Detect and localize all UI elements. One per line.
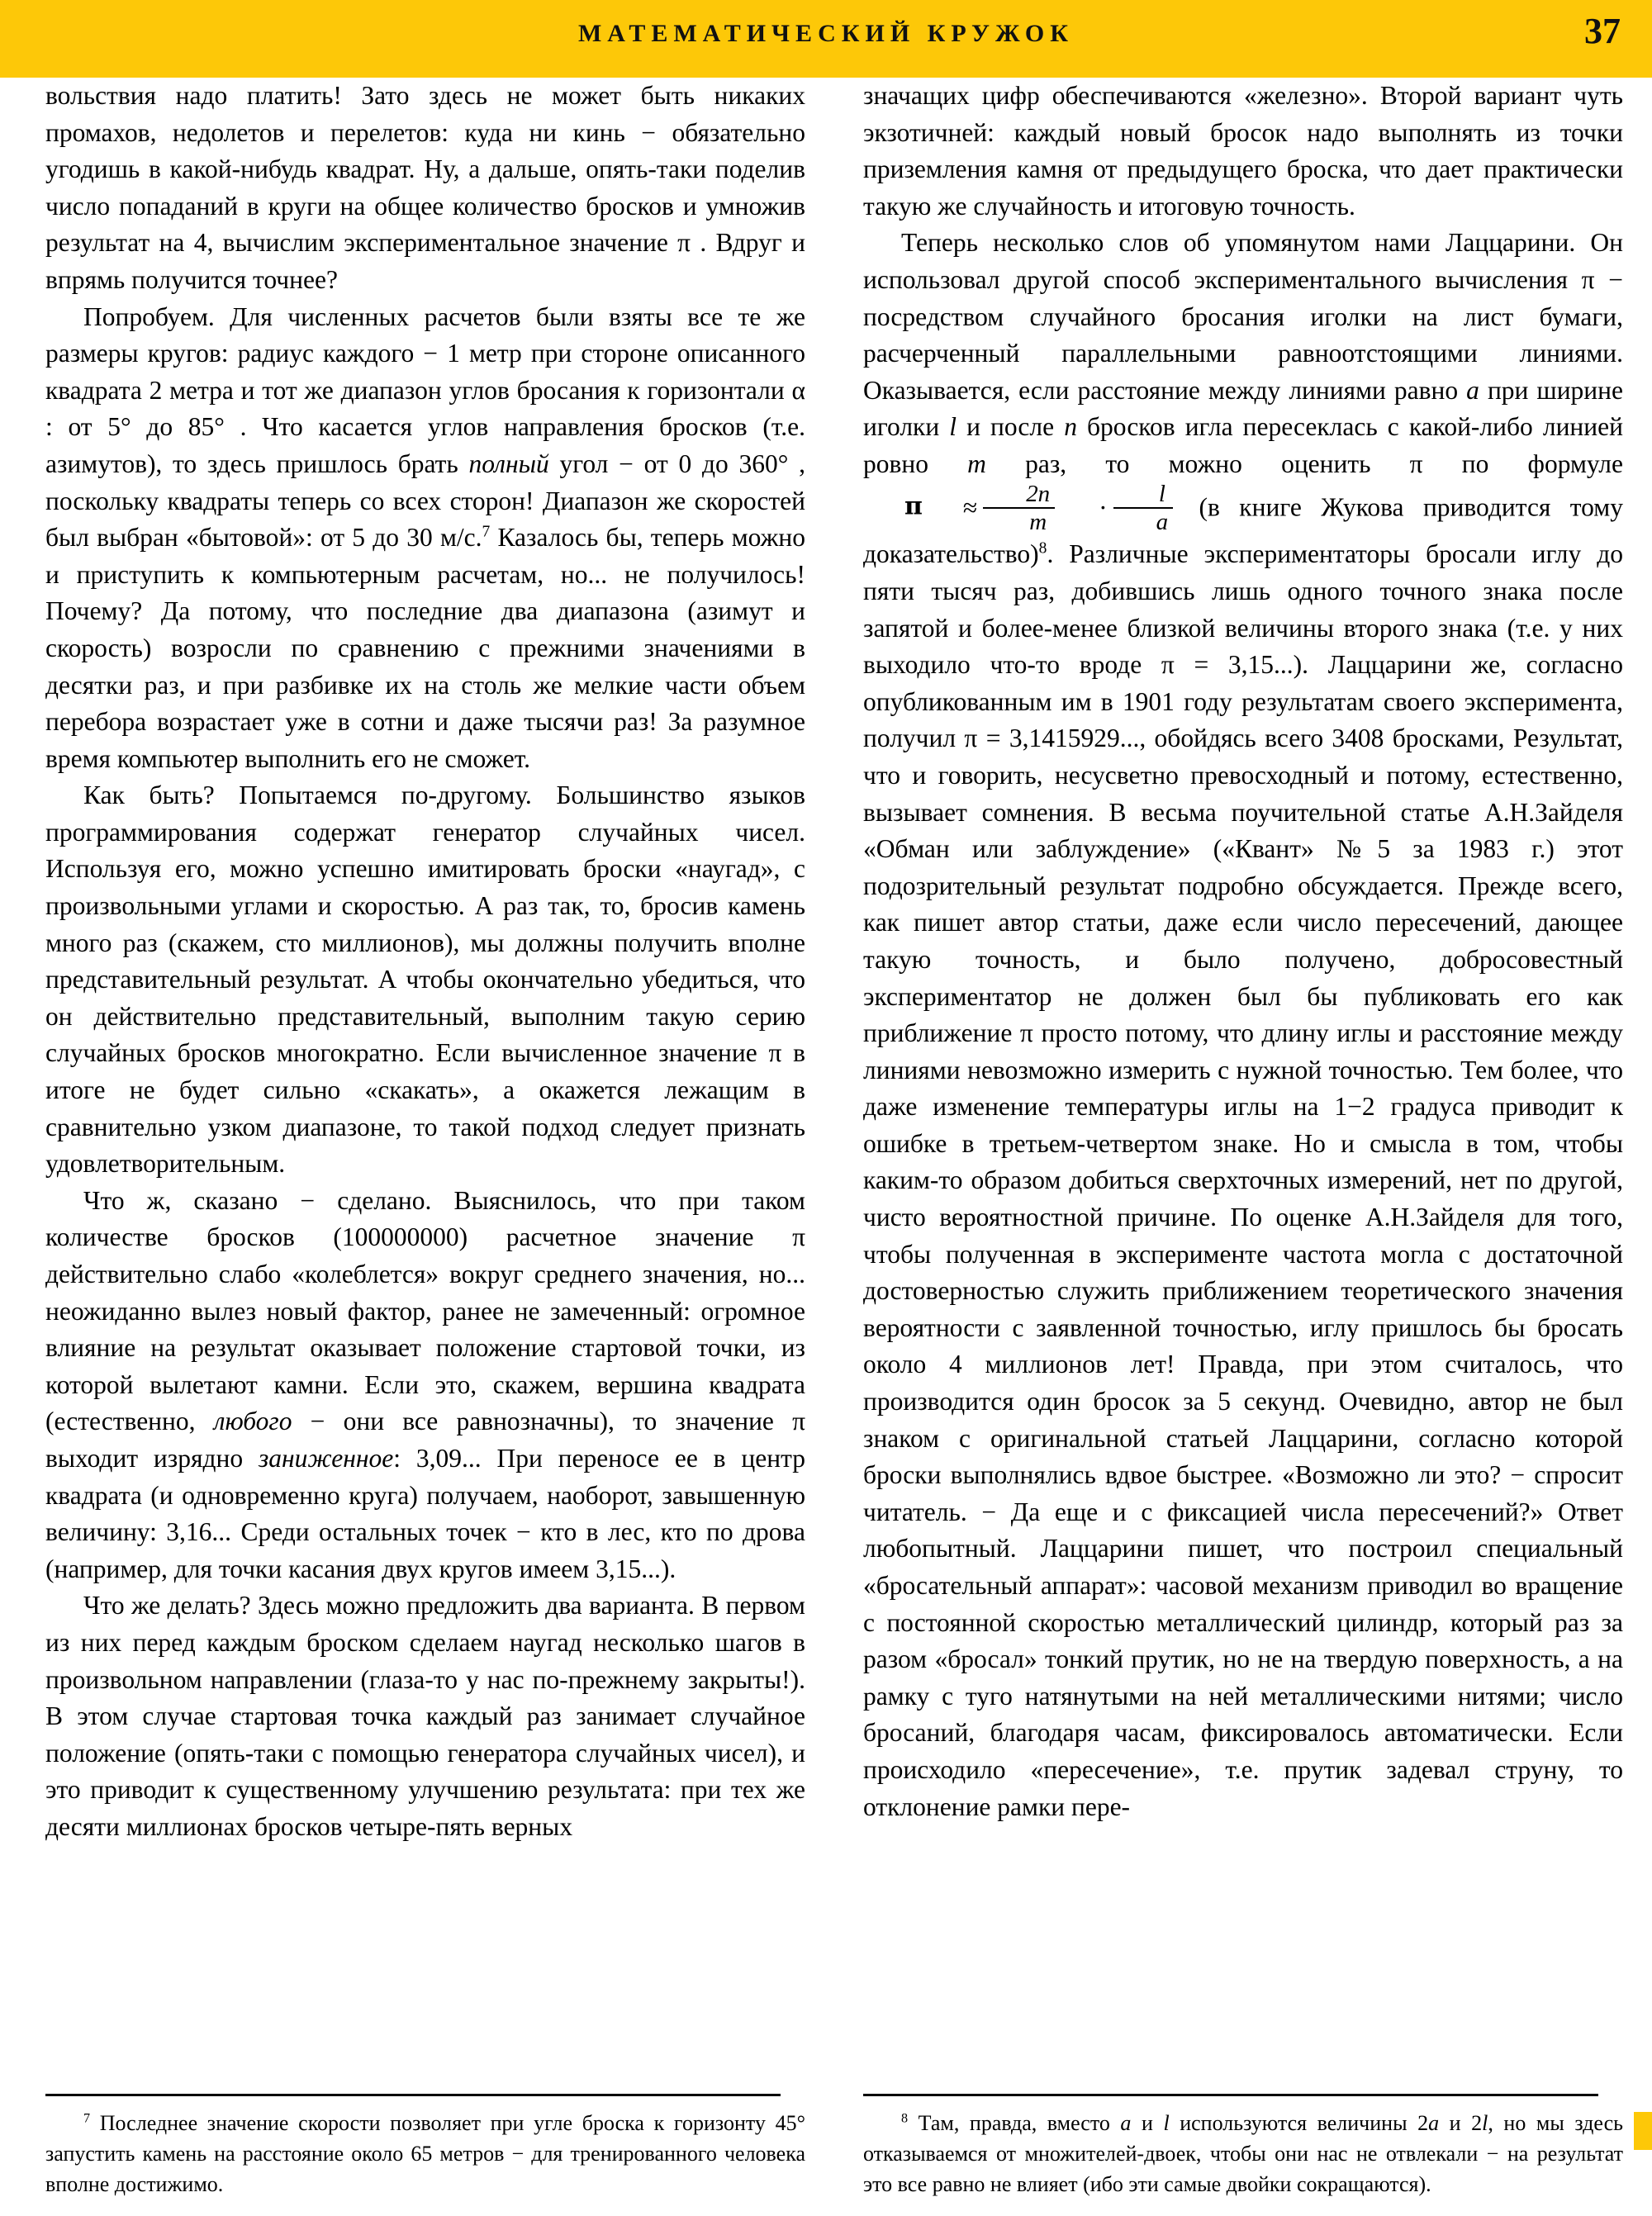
italic-variable-l: l: [1482, 2111, 1488, 2135]
header-inner: [0, 0, 1652, 78]
paragraph: [863, 225, 1623, 1825]
paragraph-text-segment: угол − от 0 до 360° , поскольку квадраты теперь со всех сторон! Диапазон же скоростей был выбран «бытовой»: от 5 до 30 м/с.: [45, 448, 805, 553]
italic-variable-l: l: [949, 412, 957, 442]
footnote-text-segment: и: [1131, 2111, 1164, 2135]
paragraph-text-segment: Казалось бы, теперь можно и приступить к компьютерным расчетам, но... не получилось! Почему? Да потому, что последние два диапазона (азимут и скорость) возросли по сравнению с прежними значениями в десятки раз, и при разбивке их на столь же мелкие части объем перебора возрастает уже в сотни и даже тысячи раз! За разумное время компьютер выполнить его не сможет.: [45, 523, 805, 773]
paragraph-text-segment: при ширине иголки: [863, 375, 1623, 442]
page-body: [0, 78, 1652, 2216]
italic-variable-a: a: [1428, 2111, 1440, 2135]
paragraph: [45, 1587, 805, 1845]
paragraph-text: Как быть? Попытаемся по-другому. Большинство языков программирования содержат генератор случайных чисел. Используя его, можно успешно имитировать броски «наугад», с произвольными углами и скоростью. А раз так, то, бросив камень много раз (скажем, сто миллионов), мы должны получить вполне представительный результат. А чтобы окончательно убедиться, что он действительно представительный, выполним такую серию случайных бросков многократно. Если вычисленное значение π в итоге не будет сильно «скакать», а окажется лежащим в сравнительно узком диапазоне, то такой подход следует признать удовлетворительным.: [45, 781, 805, 1179]
paragraph-text-segment: бросков игла пересеклась с какой-либо линией ровно: [863, 412, 1623, 478]
fraction-numerator: l: [1158, 480, 1165, 507]
footnote-text-segment: и 2: [1439, 2111, 1483, 2135]
paragraph-text-segment: : 3,09... При переносе ее в центр квадрата (и одновременно круга) получаем, наоборот, завышенную величину: 3,16... Среди остальных точек − кто в лес, кто по дрова (например, для точки касания двух кругов имеем 3,15...).: [45, 1443, 805, 1583]
footnote: [45, 2108, 805, 2199]
paragraph-text-segment: (в книге Жукова приводится тому доказательство): [863, 492, 1623, 569]
left-footnote-block: [45, 2094, 805, 2199]
footnote-separator-rule: [45, 2094, 781, 2096]
buffon-needle-formula: [866, 482, 1176, 535]
paragraph-text-segment: Попробуем. Для численных расчетов были взяты все те же размеры кругов: радиус каждого − 1 метр при стороне описанного квадрата 2 метра и тот же диапазон углов бросания к горизонтали α : от 5° до 85° . Что касается углов направления бросков (т.е. азимутов), то здесь пришлось брать: [45, 301, 805, 478]
right-footnote-block: [863, 2094, 1623, 2199]
paragraph-text-segment: . Различные экспериментаторы бросали иглу до пяти тысяч раз, добившись лишь одного точного знака после запятой и более-менее близкой величины второго знака (т.е. у них выходило что-то вроде π = 3,15...). Лаццарини же, согласно опубликованным им в 1901 году результатам своего эксперимента, получил π = 3,1415929..., обойдясь всего 3408 бросками, Результат, что и говорить, несусветно превосходный и потому, естественно, вызывает сомнения. В весьма поучительной статье А.Н.Зайделя «Обман или заблуждение» («Квант» №5 за 1983 г.) этот подозрительный результат подробно обсуждается. Прежде всего, как пишет автор статьи, даже если число пересечений, дающее такую точность, и было получено, добросовестный экспериментатор не должен был бы публиковать его как приближение π просто потому, что длину иглы и расстояние между линиями невозможно измерить с нужной точностью. Тем более, что даже изменение температуры иглы на 1−2 градуса приводит к ошибке в третьем-четвертом знаке. Но и смысла в том, чтобы каким-то образом добиться сверхточных измерений, нет по другой, чисто вероятностной причине. По оценке А.Н.Зайделя для того, чтобы полученная в эксперименте частота могла с достаточной достоверностью служить приближением теоретического значения вероятности с заявленной точностью, иглу пришлось бы бросать около 4 миллионов лет! Правда, при этом считалось, что производится один бросок за 5 секунд. Очевидно, автор не был знаком с оригинальной статьей Лаццарини, согласно которой броски выполнялись вдвое быстрее. «Возможно ли это? − спросит читатель. − Да еще и с фиксацией числа пересечений?» Ответ любопытный. Лаццарини пишет, что построил специальный «бросательный аппарат»: часовой механизм приводил во вращение с постоянной скоростью металлический цилиндр, который раз за разом «бросал» тонкий прутик, но не на твердую поверхность, а на рамку с туго натянутыми на ней металлическими нитями; число бросаний, благодаря часам, фиксировалось автоматически. Если происходило «пересечение», т.е. прутик задевал струну, то отклонение рамки пере-: [863, 539, 1623, 1821]
italic-emphasis: полный: [468, 448, 549, 478]
page-number: 37: [1584, 11, 1621, 51]
paragraph: [45, 777, 805, 1183]
paragraph: [45, 78, 805, 299]
italic-emphasis: любого: [213, 1407, 292, 1436]
left-column-text-flow: [45, 78, 805, 1846]
footnote-text: Последнее значение скорости позволяет при угле броска к горизонту 45° запустить камень на расстояние около 65 метров − для тренированного человека вполне достижимо.: [45, 2111, 805, 2196]
formula-lhs-pi: π: [904, 491, 923, 521]
footnote-text-segment: Там, правда, вместо: [908, 2111, 1121, 2135]
paragraph-text-segment: Что ж, сказано − сделано. Выяснилось, что при таком количестве бросков (100000000) расчетное значение π действительно слабо «колеблется» вокруг среднего значения, но... неожиданно вылез новый фактор, ранее не замеченный: огромное влияние на результат оказывает положение стартовой точки, из которой вылетают камни. Если это, скажем, вершина квадрата (естественно,: [45, 1185, 805, 1436]
italic-variable-n: n: [1064, 412, 1077, 442]
footnote-reference-7[interactable]: 7: [482, 523, 491, 541]
paragraph-text-segment: Теперь несколько слов об упомянутом нами Лаццарини. Он использовал другой способ экспериментального вычисления π − посредством случайного бросания иголки на лист бумаги, расчерченный параллельными равноотстоящими линиями. Оказывается, если расстояние между линиями равно: [863, 228, 1623, 405]
footnote-marker-8: 8: [901, 2111, 909, 2126]
italic-variable-m: m: [967, 448, 986, 478]
formula-fraction-2: [1110, 482, 1176, 535]
fraction-numerator: 2n: [1026, 480, 1051, 507]
footnote-marker-7: 7: [83, 2111, 91, 2126]
formula-relation-approx: ≈: [962, 493, 978, 523]
paragraph-text-segment: и после: [957, 412, 1065, 442]
fraction-denominator: m: [983, 507, 1055, 534]
footnote-text-segment: используются величины 2: [1169, 2111, 1429, 2135]
formula-fraction-1: [980, 482, 1058, 535]
paragraph-text: вольствия надо платить! Зато здесь не может быть никаких промахов, недолетов и перелетов: куда ни кинь − обязательно угодишь в какой-нибудь квадрат. Ну, а дальше, опять-таки поделив число попаданий в круги на общее количество бросков и умножив результат на 4, вычислим экспериментальное значение π . Вдруг и впрямь получится точнее?: [45, 81, 805, 294]
footnote-reference-8[interactable]: 8: [1038, 539, 1047, 558]
page-title: МАТЕМАТИЧЕСКИЙ КРУЖОК: [577, 20, 1075, 47]
paragraph-text: значащих цифр обеспечиваются «железно». Второй вариант чуть экзотичней: каждый новый бросок надо выполнять из точки приземления камня от предыдущего броска, что дает практически такую же случайность и итоговую точность.: [863, 81, 1623, 221]
italic-variable-a: a: [1120, 2111, 1132, 2135]
paragraph: [45, 1183, 805, 1588]
footnote: [863, 2108, 1623, 2199]
italic-variable-a: a: [1466, 375, 1479, 405]
italic-variable-l: l: [1163, 2111, 1170, 2135]
footnote-separator-rule: [863, 2094, 1598, 2096]
right-column: [863, 78, 1623, 2216]
paragraph: [45, 299, 805, 778]
paragraph-text-segment: − они все равнозначны), то значение π выходит изрядно: [45, 1407, 805, 1473]
corner-accent-mark: [1634, 2112, 1652, 2150]
header-banner: [0, 0, 1652, 78]
formula-multiplication-dot: ·: [1099, 493, 1108, 523]
paragraph-text: Что же делать? Здесь можно предложить два варианта. В первом из них перед каждым броском сделаем наугад несколько шагов в произвольном направлении (глаза-то у нас по-прежнему закрыты!). В этом случае стартовая точка каждый раз занимает случайное положение (опять-таки с помощью генератора случайных чисел), и это приводит к существенному улучшению результата: при тех же десяти миллионах бросков четыре-пять верных: [45, 1591, 805, 1841]
paragraph-text-segment: раз, то можно оценить π по формуле: [985, 448, 1623, 478]
left-column: [45, 78, 805, 2216]
footnote-text-segment: , но мы здесь отказываемся от множителей-двоек, чтобы они нас не отвлекали − на результат это все равно не влияет (ибо эти самые двойки сокращаются).: [863, 2111, 1623, 2196]
right-column-text-flow: [863, 78, 1623, 1825]
italic-emphasis: заниженное: [258, 1443, 394, 1473]
paragraph: [863, 78, 1623, 225]
fraction-denominator: a: [1113, 507, 1173, 534]
